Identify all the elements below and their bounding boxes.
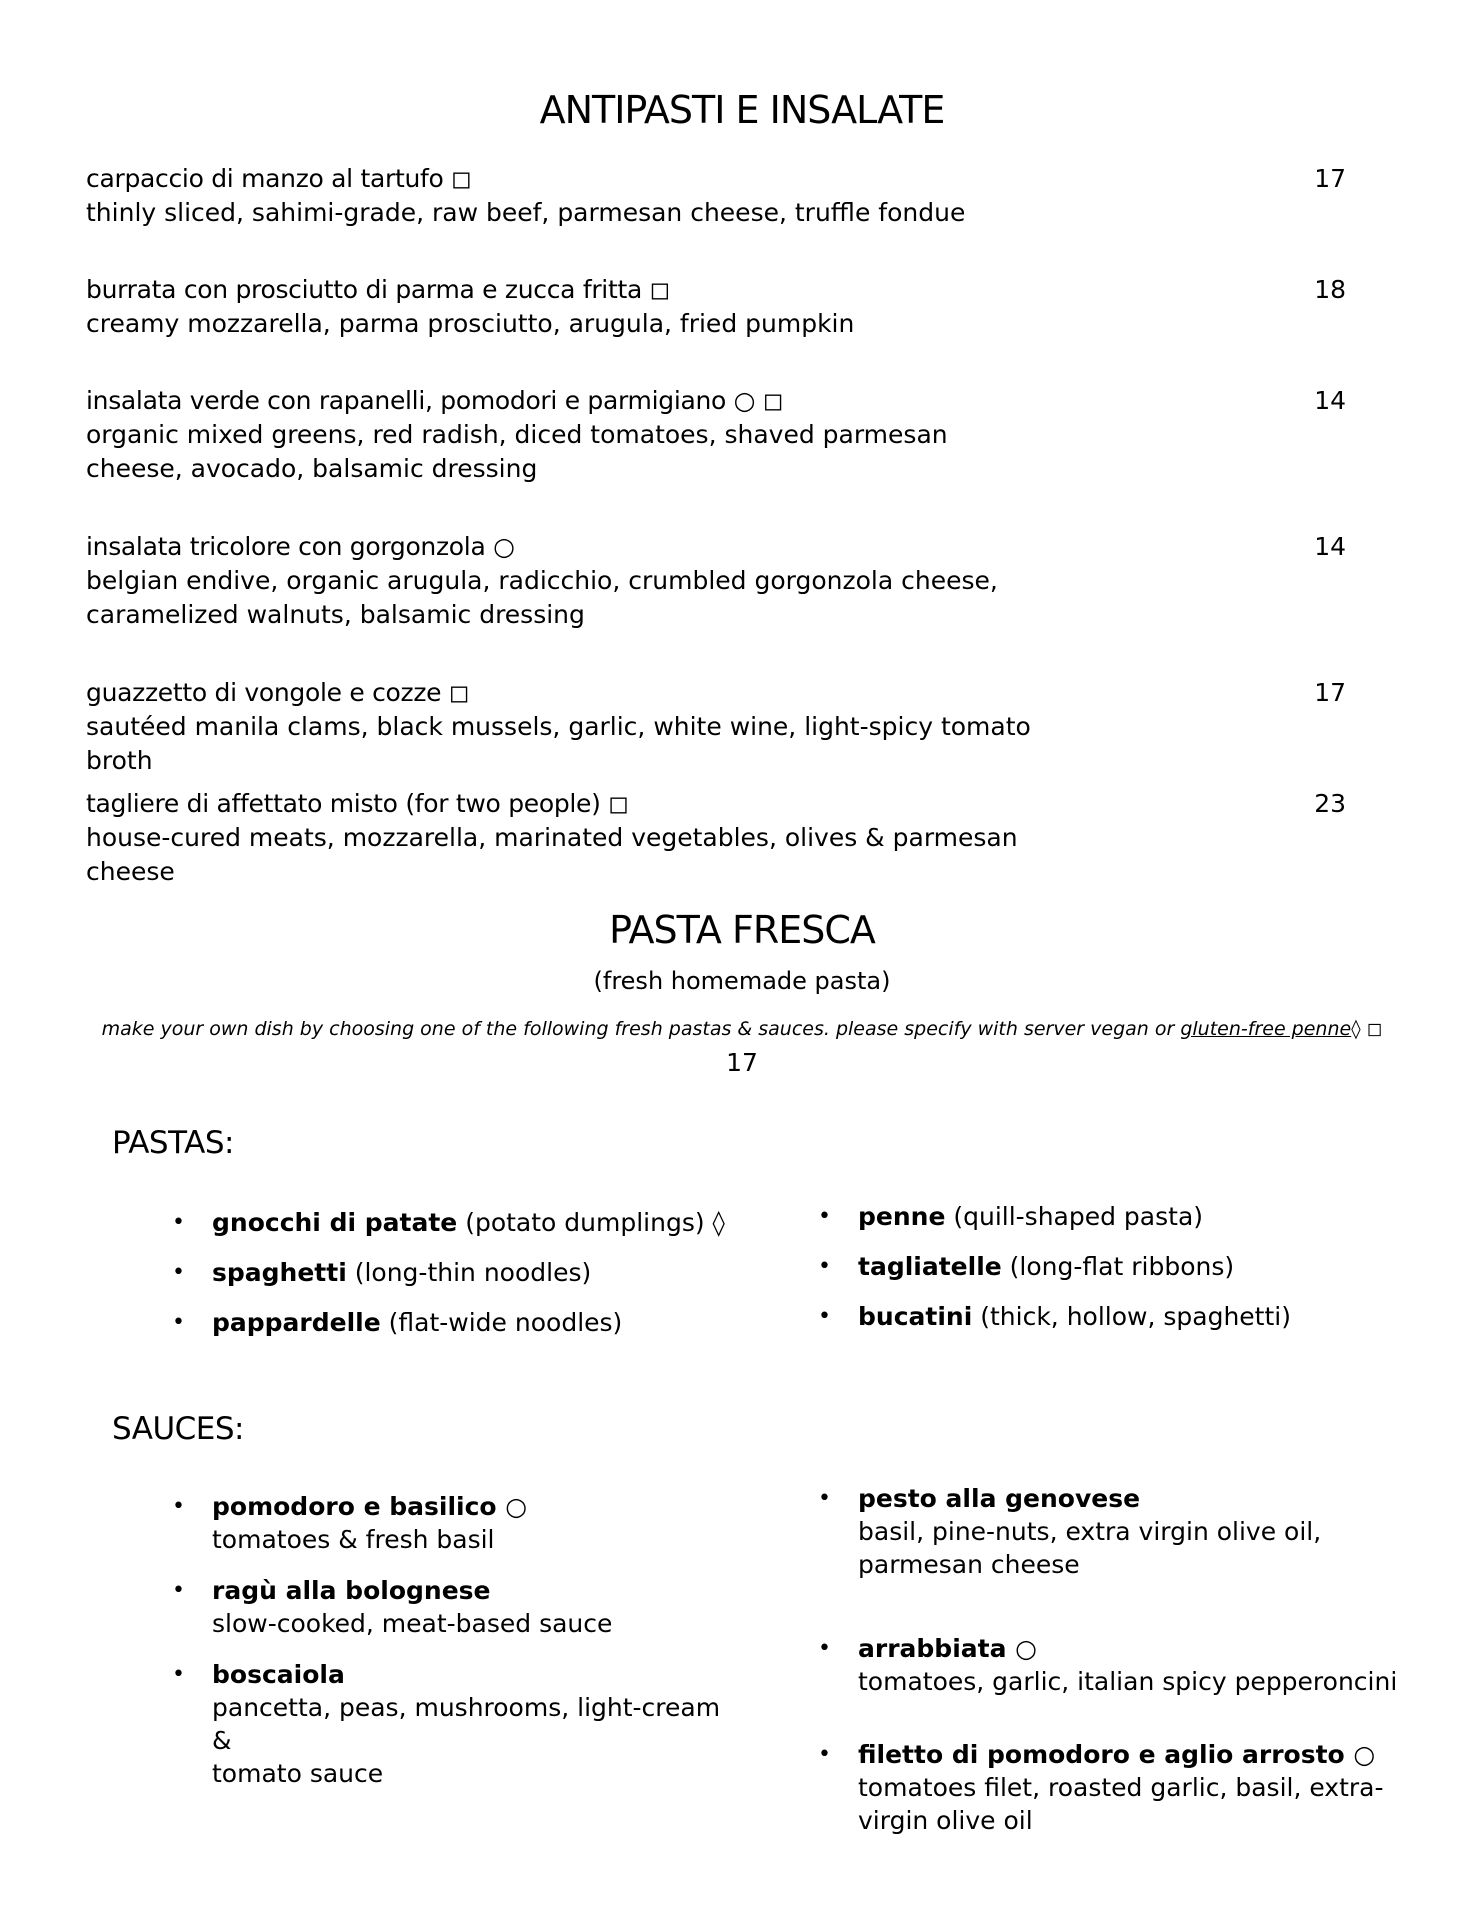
bullet: •: [818, 1304, 831, 1329]
pasta-name: pappardelle: [212, 1308, 381, 1337]
menu-item: [86, 273, 1346, 341]
sauce-description: tomatoes filet, roasted garlic, basil, extra-: [858, 1773, 1384, 1802]
item-price: 18: [1314, 275, 1346, 304]
item-name: insalata verde con rapanelli, pomodori e parmigiano ○ ◻: [86, 386, 784, 415]
sauce-description-line2: tomato sauce: [212, 1759, 384, 1788]
bullet: •: [172, 1210, 185, 1235]
menu-item: [86, 676, 1346, 778]
item-price: 14: [1314, 386, 1346, 415]
sauce-description: pancetta, peas, mushrooms, light-cream &: [212, 1693, 721, 1755]
sauce-name: arrabbiata ○: [858, 1634, 1037, 1663]
menu-item: [86, 530, 1346, 632]
menu-item: [86, 384, 1346, 486]
pasta-description: (flat-wide noodles): [380, 1308, 623, 1337]
pasta-subtitle: (fresh homemade pasta): [593, 967, 891, 995]
item-description: organic mixed greens, red radish, diced tomatoes, shaved parmesan cheese, avocado, balsamic dressing: [86, 420, 948, 483]
bullet: •: [818, 1742, 831, 1767]
item-description: creamy mozzarella, parma prosciutto, arugula, fried pumpkin: [86, 309, 855, 338]
note-gluten-free: gluten-free penne: [1180, 1018, 1352, 1040]
sauce-description: basil, pine-nuts, extra virgin olive oil,: [858, 1517, 1322, 1546]
pastas-right-column: [818, 1200, 1291, 1333]
sauces-heading: SAUCES:: [112, 1411, 245, 1447]
sauce-name: pesto alla genovese: [858, 1484, 1141, 1513]
note-text: make your own dish by choosing one of the following fresh pastas & sauces. please specify with server vegan or: [101, 1018, 1181, 1040]
list-item: [172, 1490, 732, 1556]
menu-item: [86, 787, 1346, 889]
pasta-title: PASTA FRESCA: [609, 908, 875, 952]
item-name: carpaccio di manzo al tartufo ◻: [86, 164, 472, 193]
item-description: sautéed manila clams, black mussels, garlic, white wine, light-spicy tomato broth: [86, 712, 1031, 775]
list-item: [172, 1658, 732, 1790]
item-price: 17: [1314, 678, 1346, 707]
list-item: [172, 1256, 725, 1289]
pasta-description: (thick, hollow, spaghetti): [972, 1302, 1291, 1331]
sauce-description: tomatoes & fresh basil: [212, 1525, 495, 1554]
sauces-right-column: [818, 1482, 1418, 1837]
bullet: •: [172, 1494, 185, 1519]
list-item: [818, 1482, 1418, 1581]
list-item: [818, 1200, 1291, 1233]
pasta-name: bucatini: [858, 1302, 973, 1331]
item-price: 23: [1314, 789, 1346, 818]
list-item: [172, 1574, 732, 1640]
bullet: •: [172, 1310, 185, 1335]
item-price: 17: [1314, 164, 1346, 193]
item-name: burrata con prosciutto di parma e zucca fritta ◻: [86, 275, 671, 304]
list-item: [818, 1300, 1291, 1333]
item-description: thinly sliced, sahimi-grade, raw beef, parmesan cheese, truffle fondue: [86, 198, 966, 227]
pasta-name: gnocchi di patate: [212, 1208, 458, 1237]
list-item: [172, 1206, 725, 1239]
sauce-description-line2: virgin olive oil: [858, 1806, 1033, 1835]
pastas-left-column: [172, 1206, 725, 1339]
bullet: •: [818, 1636, 831, 1661]
bullet: •: [172, 1260, 185, 1285]
item-description: house-cured meats, mozzarella, marinated vegetables, olives & parmesan cheese: [86, 823, 1018, 886]
sauces-left-column: [172, 1490, 732, 1790]
sauce-name: filetto di pomodoro e aglio arrosto ○: [858, 1740, 1376, 1769]
list-item: [818, 1738, 1418, 1837]
pasta-description: (long-thin noodles): [346, 1258, 592, 1287]
sauce-name: pomodoro e basilico ○: [212, 1492, 528, 1521]
pasta-description: (quill-shaped pasta): [945, 1202, 1204, 1231]
sauce-description: tomatoes, garlic, italian spicy pepperoncini: [858, 1667, 1398, 1696]
bullet: •: [818, 1204, 831, 1229]
antipasti-title: ANTIPASTI E INSALATE: [539, 88, 945, 132]
sauce-description: slow-cooked, meat-based sauce: [212, 1609, 613, 1638]
item-name: insalata tricolore con gorgonzola ○: [86, 532, 515, 561]
item-name: guazzetto di vongole e cozze ◻: [86, 678, 470, 707]
sauce-description-line2: parmesan cheese: [858, 1550, 1080, 1579]
list-item: [818, 1250, 1291, 1283]
pastas-heading: PASTAS:: [112, 1125, 234, 1161]
item-description: belgian endive, organic arugula, radicchio, crumbled gorgonzola cheese, caramelized walnuts, balsamic dressing: [86, 566, 998, 629]
bullet: •: [818, 1254, 831, 1279]
note-symbols: ◊ ◻: [1351, 1018, 1383, 1040]
bullet: •: [172, 1662, 185, 1687]
pasta-name: spaghetti: [212, 1258, 347, 1287]
sauce-name: boscaiola: [212, 1660, 345, 1689]
pasta-description: (potato dumplings) ◊: [457, 1208, 725, 1237]
list-item: [818, 1632, 1418, 1698]
bullet: •: [818, 1486, 831, 1511]
item-price: 14: [1314, 532, 1346, 561]
pasta-name: tagliatelle: [858, 1252, 1002, 1281]
pasta-description: (long-flat ribbons): [1001, 1252, 1235, 1281]
sauce-name: ragù alla bolognese: [212, 1576, 491, 1605]
bullet: •: [172, 1578, 185, 1603]
list-item: [172, 1306, 725, 1339]
menu-item: [86, 162, 1346, 230]
pasta-note: [0, 1018, 1484, 1040]
pasta-name: penne: [858, 1202, 946, 1231]
pasta-price: 17: [726, 1048, 758, 1077]
item-name: tagliere di affettato misto (for two people) ◻: [86, 789, 629, 818]
